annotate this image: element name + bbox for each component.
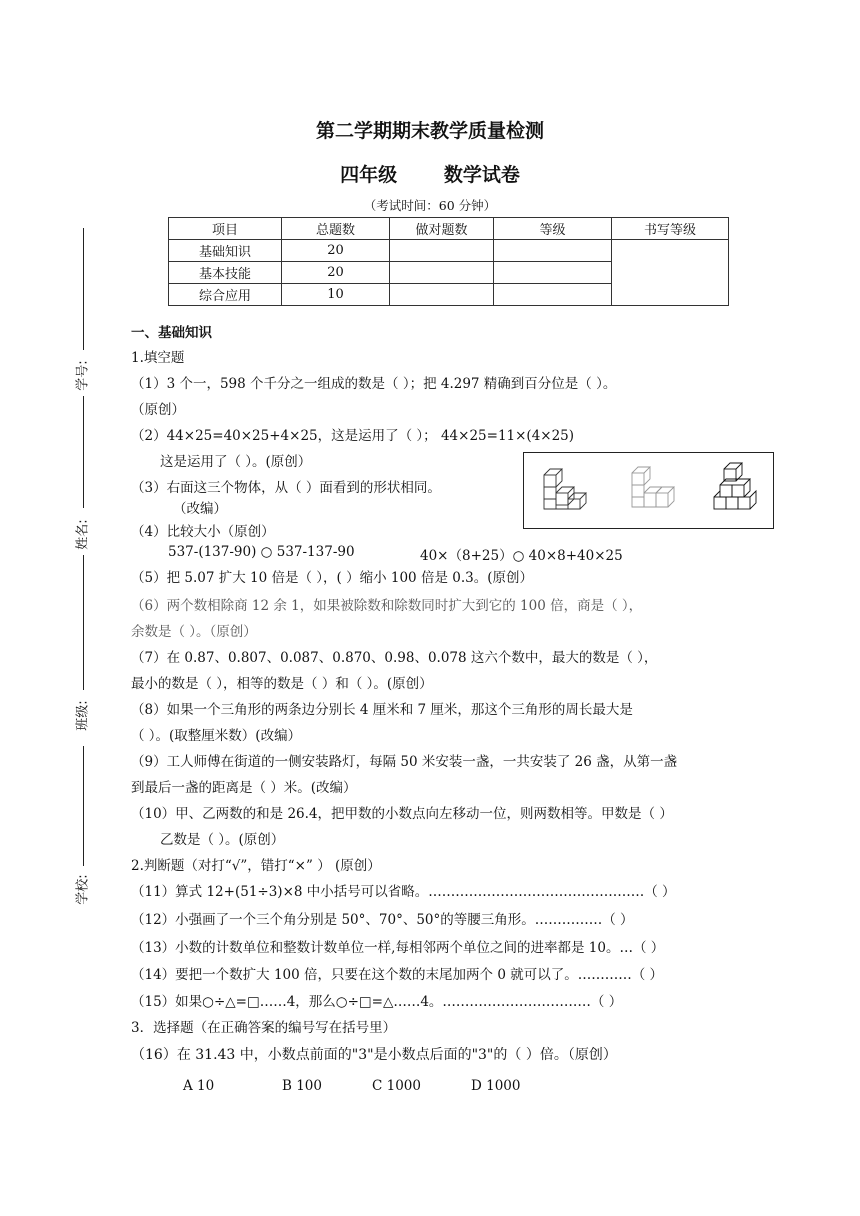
option-d: D 1000 xyxy=(471,1078,521,1094)
question-6-cont: 余数是（ ）。（原创） xyxy=(131,624,257,640)
grade-cell[interactable] xyxy=(494,284,612,306)
item-cell: 基本技能 xyxy=(169,262,282,284)
cube-object-1 xyxy=(544,469,586,509)
grade-cell[interactable] xyxy=(494,262,612,284)
score-table-header-row xyxy=(169,218,729,240)
option-c: C 1000 xyxy=(372,1078,421,1094)
margin-line xyxy=(83,555,84,690)
correct-cell[interactable] xyxy=(390,262,494,284)
exam-subtitle xyxy=(0,160,860,187)
question-10-cont: 乙数是（ ）。(原创） xyxy=(160,832,285,848)
cube-figure-box xyxy=(523,452,774,529)
margin-line xyxy=(83,746,84,866)
writing-grade-cell[interactable] xyxy=(612,240,729,306)
question-8: （8）如果一个三角形的两条边分别长 4 厘米和 7 厘米，那这个三角形的周长最大是 xyxy=(131,702,633,718)
correct-cell[interactable] xyxy=(390,284,494,306)
question-4-compare-a: 537-(137-90) ○ 537-137-90 xyxy=(168,544,355,560)
part-title: 3．选择题（在正确答案的编号写在括号里） xyxy=(131,1020,397,1036)
question-8-cont: （ ）。(取整厘米数）(改编） xyxy=(131,728,302,744)
item-cell: 综合应用 xyxy=(169,284,282,306)
option-b: B 100 xyxy=(282,1078,322,1094)
question-7: （7）在 0.87、0.807、0.087、0.870、0.98、0.078 这六个数中，最大的数是（ ）， xyxy=(131,650,658,666)
cube-object-2 xyxy=(632,467,674,507)
total-cell: 20 xyxy=(282,262,390,284)
margin-line xyxy=(83,396,84,508)
margin-line xyxy=(83,228,84,350)
question-11: （11）算式 12+(51÷3)×8 中小括号可以省略。…………………………………………（ ） xyxy=(131,884,676,900)
section-title: 一、基础知识 xyxy=(131,325,212,341)
subject-label: 数学试卷 xyxy=(443,164,520,186)
item-cell: 基础知识 xyxy=(169,240,282,262)
question-12: （12）小强画了一个三个角分别是 50°、70°、50°的等腰三角形。……………（ ） xyxy=(131,912,634,928)
question-14: （14）要把一个数扩大 100 倍，只要在这个数的末尾加两个 0 就可以了。…………（ ） xyxy=(131,967,663,983)
question-1-note: （原创） xyxy=(131,402,185,418)
question-9-cont: 到最后一盏的距离是（ ）米。(改编） xyxy=(131,780,357,796)
header-cell: 等级 xyxy=(494,218,612,240)
header-cell: 书写等级 xyxy=(612,218,729,240)
part-title: 1.填空题 xyxy=(131,350,185,366)
question-4-compare-b: 40×（8+25）○ 40×8+40×25 xyxy=(420,548,623,564)
question-3: （3）右面这三个物体，从（ ）面看到的形状相同。 xyxy=(131,480,441,496)
question-10: （10）甲、乙两数的和是 26.4，把甲数的小数点向左移动一位，则两数相等。甲数是（ ） xyxy=(131,806,673,822)
question-16: （16）在 31.43 中，小数点前面的"3"是小数点后面的"3"的（ ）倍。（原创） xyxy=(131,1047,617,1063)
cube-objects-figure xyxy=(524,453,773,528)
exam-title: 第二学期期末教学质量检测 xyxy=(315,120,544,142)
question-13: （13）小数的计数单位和整数计数单位一样,每相邻两个单位之间的进率都是 10。…（ ） xyxy=(131,940,665,956)
header-cell: 做对题数 xyxy=(390,218,494,240)
cube-object-3 xyxy=(714,463,756,509)
question-3-note: （改编） xyxy=(173,501,227,517)
question-1: （1）3 个一，598 个千分之一组成的数是（ ）；把 4.297 精确到百分位是（ ）。 xyxy=(131,376,617,392)
option-a: A 10 xyxy=(183,1078,215,1094)
school-label: 学校: xyxy=(75,874,91,905)
total-cell: 10 xyxy=(282,284,390,306)
total-cell: 20 xyxy=(282,240,390,262)
question-2: （2）44×25=40×25+4×25，这是运用了（ ）； 44×25=11×(4×25) xyxy=(131,428,575,444)
correct-cell[interactable] xyxy=(390,240,494,262)
score-table xyxy=(168,217,729,306)
question-15: （15）如果○÷△=□……4，那么○÷□=△……4。……………………………（ ） xyxy=(131,994,623,1010)
grade-label: 四年级 xyxy=(340,164,398,186)
question-4: （4）比较大小（原创） xyxy=(131,524,275,540)
part-title: 2.判断题（对打“√”，错打“×” ） (原创） xyxy=(131,858,381,874)
table-row xyxy=(169,240,729,262)
question-6: （6）两个数相除商 12 余 1，如果被除数和除数同时扩大到它的 100 倍，商是（ ）， xyxy=(131,598,643,614)
question-7-cont: 最小的数是（ ），相等的数是（ ）和（ ）。(原创） xyxy=(131,676,433,692)
question-9: （9）工人师傅在街道的一侧安装路灯，每隔 50 米安装一盏，一共安装了 26 盏，从第一盏 xyxy=(131,754,678,770)
student-id-label: 学号: xyxy=(75,360,91,391)
question-5: （5）把 5.07 扩大 10 倍是（ ），( ）缩小 100 倍是 0.3。(原创） xyxy=(131,570,533,586)
header-cell: 总题数 xyxy=(282,218,390,240)
question-2-cont: 这是运用了（ ）。(原创） xyxy=(160,454,312,470)
student-name-label: 姓名: xyxy=(75,519,91,550)
time-note: （考试时间：60 分钟） xyxy=(363,198,497,213)
class-label: 班级: xyxy=(75,700,91,731)
grade-cell[interactable] xyxy=(494,240,612,262)
header-cell: 项目 xyxy=(169,218,282,240)
